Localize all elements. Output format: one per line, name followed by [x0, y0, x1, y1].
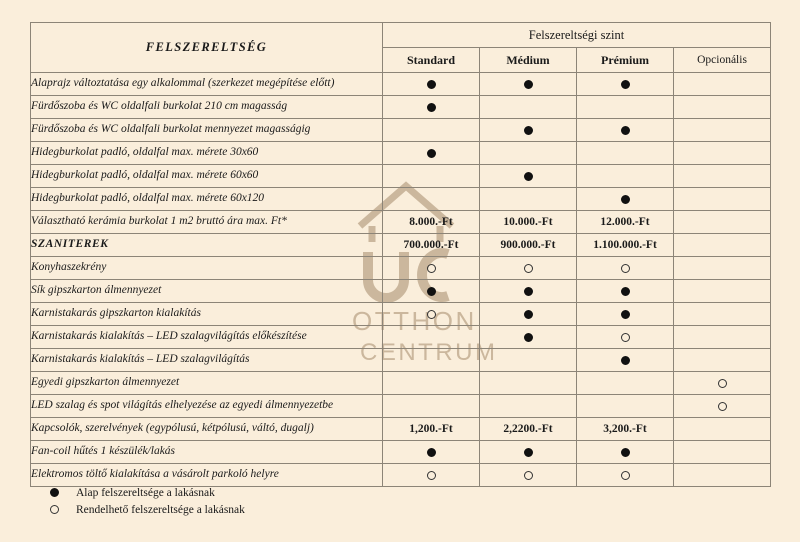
cell-medium: [480, 326, 577, 349]
table-row: [31, 188, 771, 211]
header-medium: Médium: [480, 48, 577, 73]
table-row: [31, 372, 771, 395]
cell-premium: [577, 257, 674, 280]
open-dot-icon: [427, 264, 436, 273]
cell-medium: [480, 96, 577, 119]
filled-dot-icon: [621, 287, 630, 296]
cell-standard: 1,200.-Ft: [383, 418, 480, 441]
cell-premium: [577, 303, 674, 326]
cell-standard: [383, 349, 480, 372]
cell-optional: [674, 349, 771, 372]
cell-medium: 2,2200.-Ft: [480, 418, 577, 441]
cell-premium: [577, 188, 674, 211]
table-row: [31, 234, 771, 257]
cell-optional: [674, 303, 771, 326]
table-row: [31, 303, 771, 326]
cell-standard: 8.000.-Ft: [383, 211, 480, 234]
header-standard: Standard: [383, 48, 480, 73]
cell-optional: [674, 395, 771, 418]
header-optional: Opcionális: [674, 48, 771, 73]
table-row: [31, 280, 771, 303]
feature-label: SZANITEREK: [31, 234, 383, 257]
watermark-line2: CENTRUM: [360, 339, 498, 366]
feature-label: Hidegburkolat padló, oldalfal max. mérete 30x60: [31, 142, 383, 165]
cell-optional: [674, 188, 771, 211]
filled-dot-icon: [621, 310, 630, 319]
cell-optional: [674, 142, 771, 165]
feature-label: Fan-coil hűtés 1 készülék/lakás: [31, 441, 383, 464]
cell-optional: [674, 326, 771, 349]
cell-optional: [674, 441, 771, 464]
cell-premium: [577, 395, 674, 418]
cell-premium: [577, 349, 674, 372]
cell-medium: [480, 349, 577, 372]
legend-item: [48, 484, 245, 501]
filled-dot-icon: [621, 195, 630, 204]
cell-optional: [674, 73, 771, 96]
feature-label: Hidegburkolat padló, oldalfal max. mérete 60x120: [31, 188, 383, 211]
cell-medium: 900.000.-Ft: [480, 234, 577, 257]
specification-table: [30, 22, 771, 487]
filled-dot-icon: [427, 149, 436, 158]
feature-label: Konyhaszekrény: [31, 257, 383, 280]
open-dot-icon: [524, 264, 533, 273]
header-feature: FELSZERELTSÉG: [31, 23, 383, 73]
cell-standard: 700.000.-Ft: [383, 234, 480, 257]
cell-standard: [383, 372, 480, 395]
cell-premium: [577, 280, 674, 303]
cell-standard: [383, 142, 480, 165]
feature-label: Alaprajz változtatása egy alkalommal (szerkezet megépítése előtt): [31, 73, 383, 96]
open-dot-icon: [427, 471, 436, 480]
cell-medium: [480, 372, 577, 395]
cell-optional: [674, 257, 771, 280]
open-dot-icon: [718, 402, 727, 411]
feature-label: Fürdőszoba és WC oldalfali burkolat mennyezet magasságig: [31, 119, 383, 142]
cell-optional: [674, 234, 771, 257]
open-dot-icon: [524, 471, 533, 480]
cell-standard: [383, 73, 480, 96]
cell-medium: [480, 280, 577, 303]
table-body: [31, 73, 771, 487]
cell-medium: [480, 464, 577, 487]
cell-medium: [480, 188, 577, 211]
table-row: [31, 96, 771, 119]
table-row: [31, 119, 771, 142]
cell-premium: [577, 119, 674, 142]
open-dot-icon: [48, 505, 72, 514]
table-row: [31, 349, 771, 372]
filled-dot-icon: [427, 448, 436, 457]
header-premium: Prémium: [577, 48, 674, 73]
cell-medium: [480, 165, 577, 188]
legend: [48, 484, 245, 518]
table-head: [31, 23, 771, 73]
filled-dot-icon: [621, 356, 630, 365]
table-row: [31, 211, 771, 234]
legend-item: [48, 501, 245, 518]
table-row: [31, 326, 771, 349]
feature-label: Karnistakarás kialakítás – LED szalagvilágítás előkészítése: [31, 326, 383, 349]
filled-dot-icon: [427, 80, 436, 89]
cell-premium: 12.000.-Ft: [577, 211, 674, 234]
feature-label: Sík gipszkarton álmennyezet: [31, 280, 383, 303]
filled-dot-icon: [524, 448, 533, 457]
filled-dot-icon: [524, 310, 533, 319]
cell-standard: [383, 303, 480, 326]
feature-label: Egyedi gipszkarton álmennyezet: [31, 372, 383, 395]
cell-premium: [577, 464, 674, 487]
filled-dot-icon: [524, 287, 533, 296]
cell-standard: [383, 395, 480, 418]
filled-dot-icon: [427, 287, 436, 296]
watermark-line1: OTTHON: [352, 306, 477, 336]
cell-standard: [383, 119, 480, 142]
cell-standard: [383, 441, 480, 464]
cell-premium: [577, 96, 674, 119]
cell-standard: [383, 165, 480, 188]
filled-dot-icon: [524, 126, 533, 135]
cell-standard: [383, 326, 480, 349]
cell-premium: [577, 73, 674, 96]
table-row: [31, 257, 771, 280]
table-row: [31, 418, 771, 441]
open-dot-icon: [621, 333, 630, 342]
feature-label: LED szalag és spot világítás elhelyezése az egyedi álmennyezetbe: [31, 395, 383, 418]
cell-optional: [674, 211, 771, 234]
open-dot-icon: [621, 471, 630, 480]
table-row: [31, 441, 771, 464]
table-header-row-1: [31, 23, 771, 48]
cell-medium: 10.000.-Ft: [480, 211, 577, 234]
cell-standard: [383, 188, 480, 211]
filled-dot-icon: [427, 103, 436, 112]
filled-dot-icon: [524, 333, 533, 342]
feature-label: Fürdőszoba és WC oldalfali burkolat 210 cm magasság: [31, 96, 383, 119]
feature-label: Választható kerámia burkolat 1 m2 bruttó ára max. Ft*: [31, 211, 383, 234]
feature-label: Elektromos töltő kialakítása a vásárolt parkoló helyre: [31, 464, 383, 487]
cell-medium: [480, 303, 577, 326]
table-row: [31, 73, 771, 96]
cell-medium: [480, 257, 577, 280]
cell-standard: [383, 464, 480, 487]
table-row: [31, 395, 771, 418]
cell-premium: 3,200.-Ft: [577, 418, 674, 441]
cell-premium: [577, 142, 674, 165]
cell-optional: [674, 165, 771, 188]
legend-label: Rendelhető felszereltsége a lakásnak: [76, 503, 245, 516]
filled-dot-icon: [524, 80, 533, 89]
cell-medium: [480, 119, 577, 142]
cell-medium: [480, 441, 577, 464]
cell-medium: [480, 395, 577, 418]
table-row: [31, 142, 771, 165]
cell-standard: [383, 280, 480, 303]
cell-premium: [577, 441, 674, 464]
specification-table-wrapper: [30, 22, 770, 487]
filled-dot-icon: [621, 126, 630, 135]
cell-premium: 1.100.000.-Ft: [577, 234, 674, 257]
cell-premium: [577, 372, 674, 395]
feature-label: Karnistakarás gipszkarton kialakítás: [31, 303, 383, 326]
feature-label: Kapcsolók, szerelvények (egypólusú, kétpólusú, váltó, dugalj): [31, 418, 383, 441]
filled-dot-icon: [621, 448, 630, 457]
cell-premium: [577, 326, 674, 349]
cell-optional: [674, 96, 771, 119]
filled-dot-icon: [48, 488, 72, 497]
table-row: [31, 165, 771, 188]
cell-standard: [383, 96, 480, 119]
cell-optional: [674, 372, 771, 395]
filled-dot-icon: [524, 172, 533, 181]
cell-optional: [674, 464, 771, 487]
feature-label: Hidegburkolat padló, oldalfal max. mérete 60x60: [31, 165, 383, 188]
feature-label: Karnistakarás kialakítás – LED szalagvilágítás: [31, 349, 383, 372]
filled-dot-icon: [621, 80, 630, 89]
open-dot-icon: [427, 310, 436, 319]
open-dot-icon: [621, 264, 630, 273]
cell-optional: [674, 119, 771, 142]
legend-label: Alap felszereltsége a lakásnak: [76, 486, 215, 499]
cell-medium: [480, 142, 577, 165]
header-level-group: Felszereltségi szint: [383, 23, 771, 48]
cell-standard: [383, 257, 480, 280]
cell-premium: [577, 165, 674, 188]
open-dot-icon: [718, 379, 727, 388]
cell-optional: [674, 280, 771, 303]
cell-optional: [674, 418, 771, 441]
cell-medium: [480, 73, 577, 96]
